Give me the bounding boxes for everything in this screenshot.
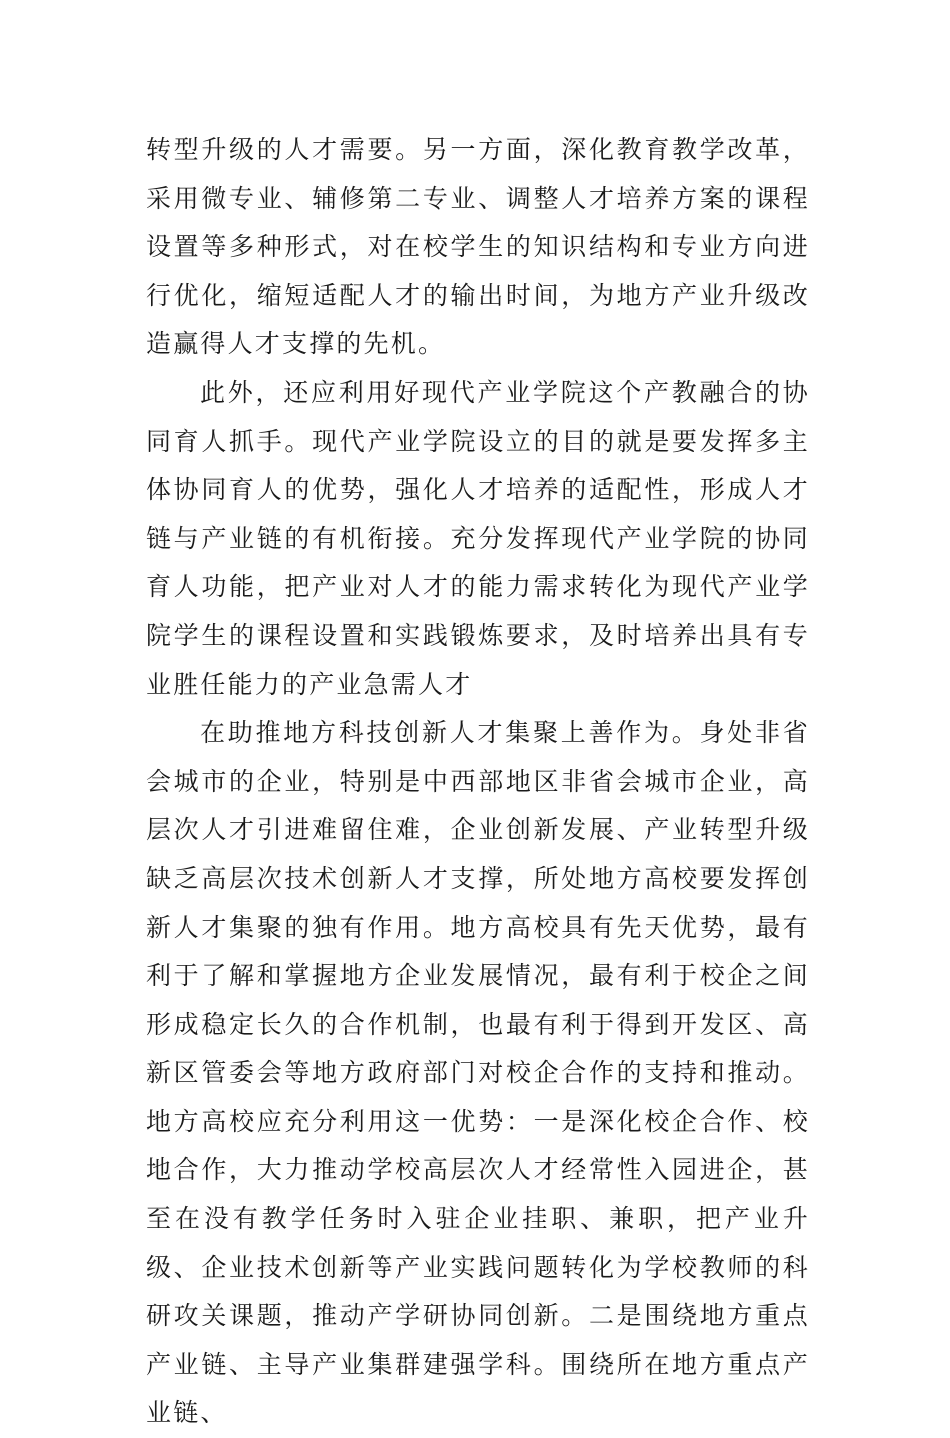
paragraph-continuation: 转型升级的人才需要。另一方面，深化教育教学改革，采用微专业、辅修第二专业、调整人才培养方案的课程设置等多种形式，对在校学生的知识结构和专业方向进行优化，缩短适配人才的输出时间，为地方产业升级改造赢得人才支撑的先机。 <box>146 135 810 359</box>
paragraph-talent-gathering: 在助推地方科技创新人才集聚上善作为。身处非省会城市的企业，特别是中西部地区非省会城市企业，高层次人才引进难留住难，企业创新发展、产业转型升级缺乏高层次技术创新人才支撑，所处地方高校要发挥创新人才集聚的独有作用。地方高校具有先天优势，最有利于了解和掌握地方企业发展情况，最有利于校企之间形成稳定长久的合作机制，也最有利于得到开发区、高新区管委会等地方政府部门对校企合作的支持和推动。地方高校应充分利用这一优势：一是深化校企合作、校地合作，大力推动学校高层次人才经常性入园进企，甚至在没有教学任务时入驻企业挂职、兼职，把产业升级、企业技术创新等产业实践问题转化为学校教师的科研攻关课题，推动产学研协同创新。二是围绕地方重点产业链、主导产业集群建强学科。围绕所在地方重点产业链、 <box>146 718 810 1428</box>
paragraph-industry-college: 此外，还应利用好现代产业学院这个产教融合的协同育人抓手。现代产业学院设立的目的就是要发挥多主体协同育人的优势，强化人才培养的适配性，形成人才链与产业链的有机衔接。充分发挥现代产业学院的协同育人功能，把产业对人才的能力需求转化为现代产业学院学生的课程设置和实践锻炼要求，及时培养出具有专业胜任能力的产业急需人才 <box>146 377 810 699</box>
body-text <box>146 126 810 1438</box>
